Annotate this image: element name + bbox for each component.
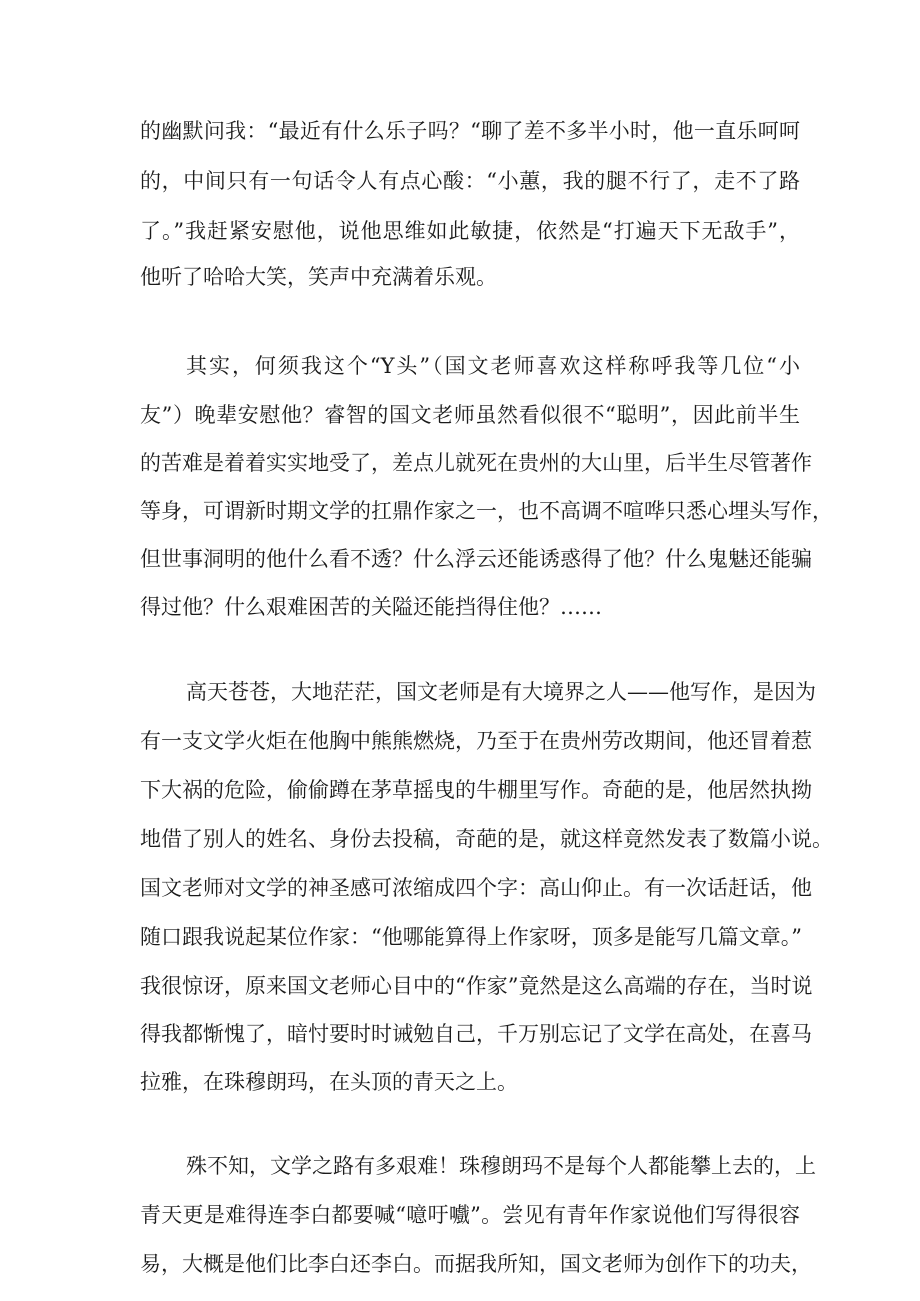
text-line: 等身，可谓新时期文学的扛鼎作家之一，也不高调不喧哗只悉心埋头写作， bbox=[140, 499, 833, 523]
text-line: 青天更是难得连李白都要喊“噫吁嚱”。尝见有青年作家说他们写得很容 bbox=[140, 1203, 800, 1227]
text-line: 地借了别人的姓名、身份去投稿，奇葩的是，就这样竟然发表了数篇小说。 bbox=[140, 827, 833, 851]
text-line: 友”）晚辈安慰他？睿智的国文老师虽然看似很不“聪明”，因此前半生 bbox=[140, 403, 800, 427]
text-line: 随口跟我说起某位作家：“他哪能算得上作家呀，顶多是能写几篇文章。” bbox=[140, 925, 802, 949]
paragraph-first-line: 殊不知，文学之路有多艰难！珠穆朗玛不是每个人都能攀上去的，上 bbox=[186, 1154, 816, 1178]
paragraph-first-line: 其实，何须我这个“Y头”（国文老师喜欢这样称呼我等几位“小 bbox=[186, 354, 800, 378]
text-line: 的，中间只有一句话令人有点心酸：“小蕙，我的腿不行了，走不了路 bbox=[140, 169, 800, 193]
text-line: 他听了哈哈大笑，笑声中充满着乐观。 bbox=[140, 265, 497, 289]
text-line: 的幽默问我：“最近有什么乐子吗？“聊了差不多半小时，他一直乐呵呵 bbox=[140, 119, 800, 143]
text-line: 下大祸的危险，偷偷蹲在茅草摇曳的牛棚里写作。奇葩的是，他居然执拗 bbox=[140, 778, 812, 802]
text-line: 得过他？什么艰难困苦的关隘还能挡得住他？…… bbox=[140, 595, 602, 619]
text-line: 国文老师对文学的神圣感可浓缩成四个字：高山仰止。有一次话赶话，他 bbox=[140, 876, 812, 900]
text-line: 易，大概是他们比李白还李白。而据我所知，国文老师为创作下的功夫， bbox=[140, 1252, 812, 1276]
text-line: 的苦难是着着实实地受了，差点儿就死在贵州的大山里，后半生尽管著作 bbox=[140, 451, 812, 475]
text-line: 但世事洞明的他什么看不透？什么浮云还能诱惑得了他？什么鬼魅还能骗 bbox=[140, 547, 812, 571]
text-line: 得我都惭愧了，暗忖要时时诫勉自己，千万别忘记了文学在高处，在喜马 bbox=[140, 1022, 812, 1046]
text-line: 有一支文学火炬在他胸中熊熊燃烧，乃至于在贵州劳改期间，他还冒着惹 bbox=[140, 729, 812, 753]
text-line: 我很惊讶，原来国文老师心目中的“作家”竟然是这么高端的存在，当时说 bbox=[140, 974, 813, 998]
text-line: 拉雅，在珠穆朗玛，在头顶的青天之上。 bbox=[140, 1070, 518, 1094]
paragraph-first-line: 高天苍苍，大地茫茫，国文老师是有大境界之人——他写作，是因为 bbox=[186, 680, 816, 704]
text-line: 了。”我赶紧安慰他，说他思维如此敏捷，依然是“打遍天下无敌手”， bbox=[140, 219, 800, 243]
